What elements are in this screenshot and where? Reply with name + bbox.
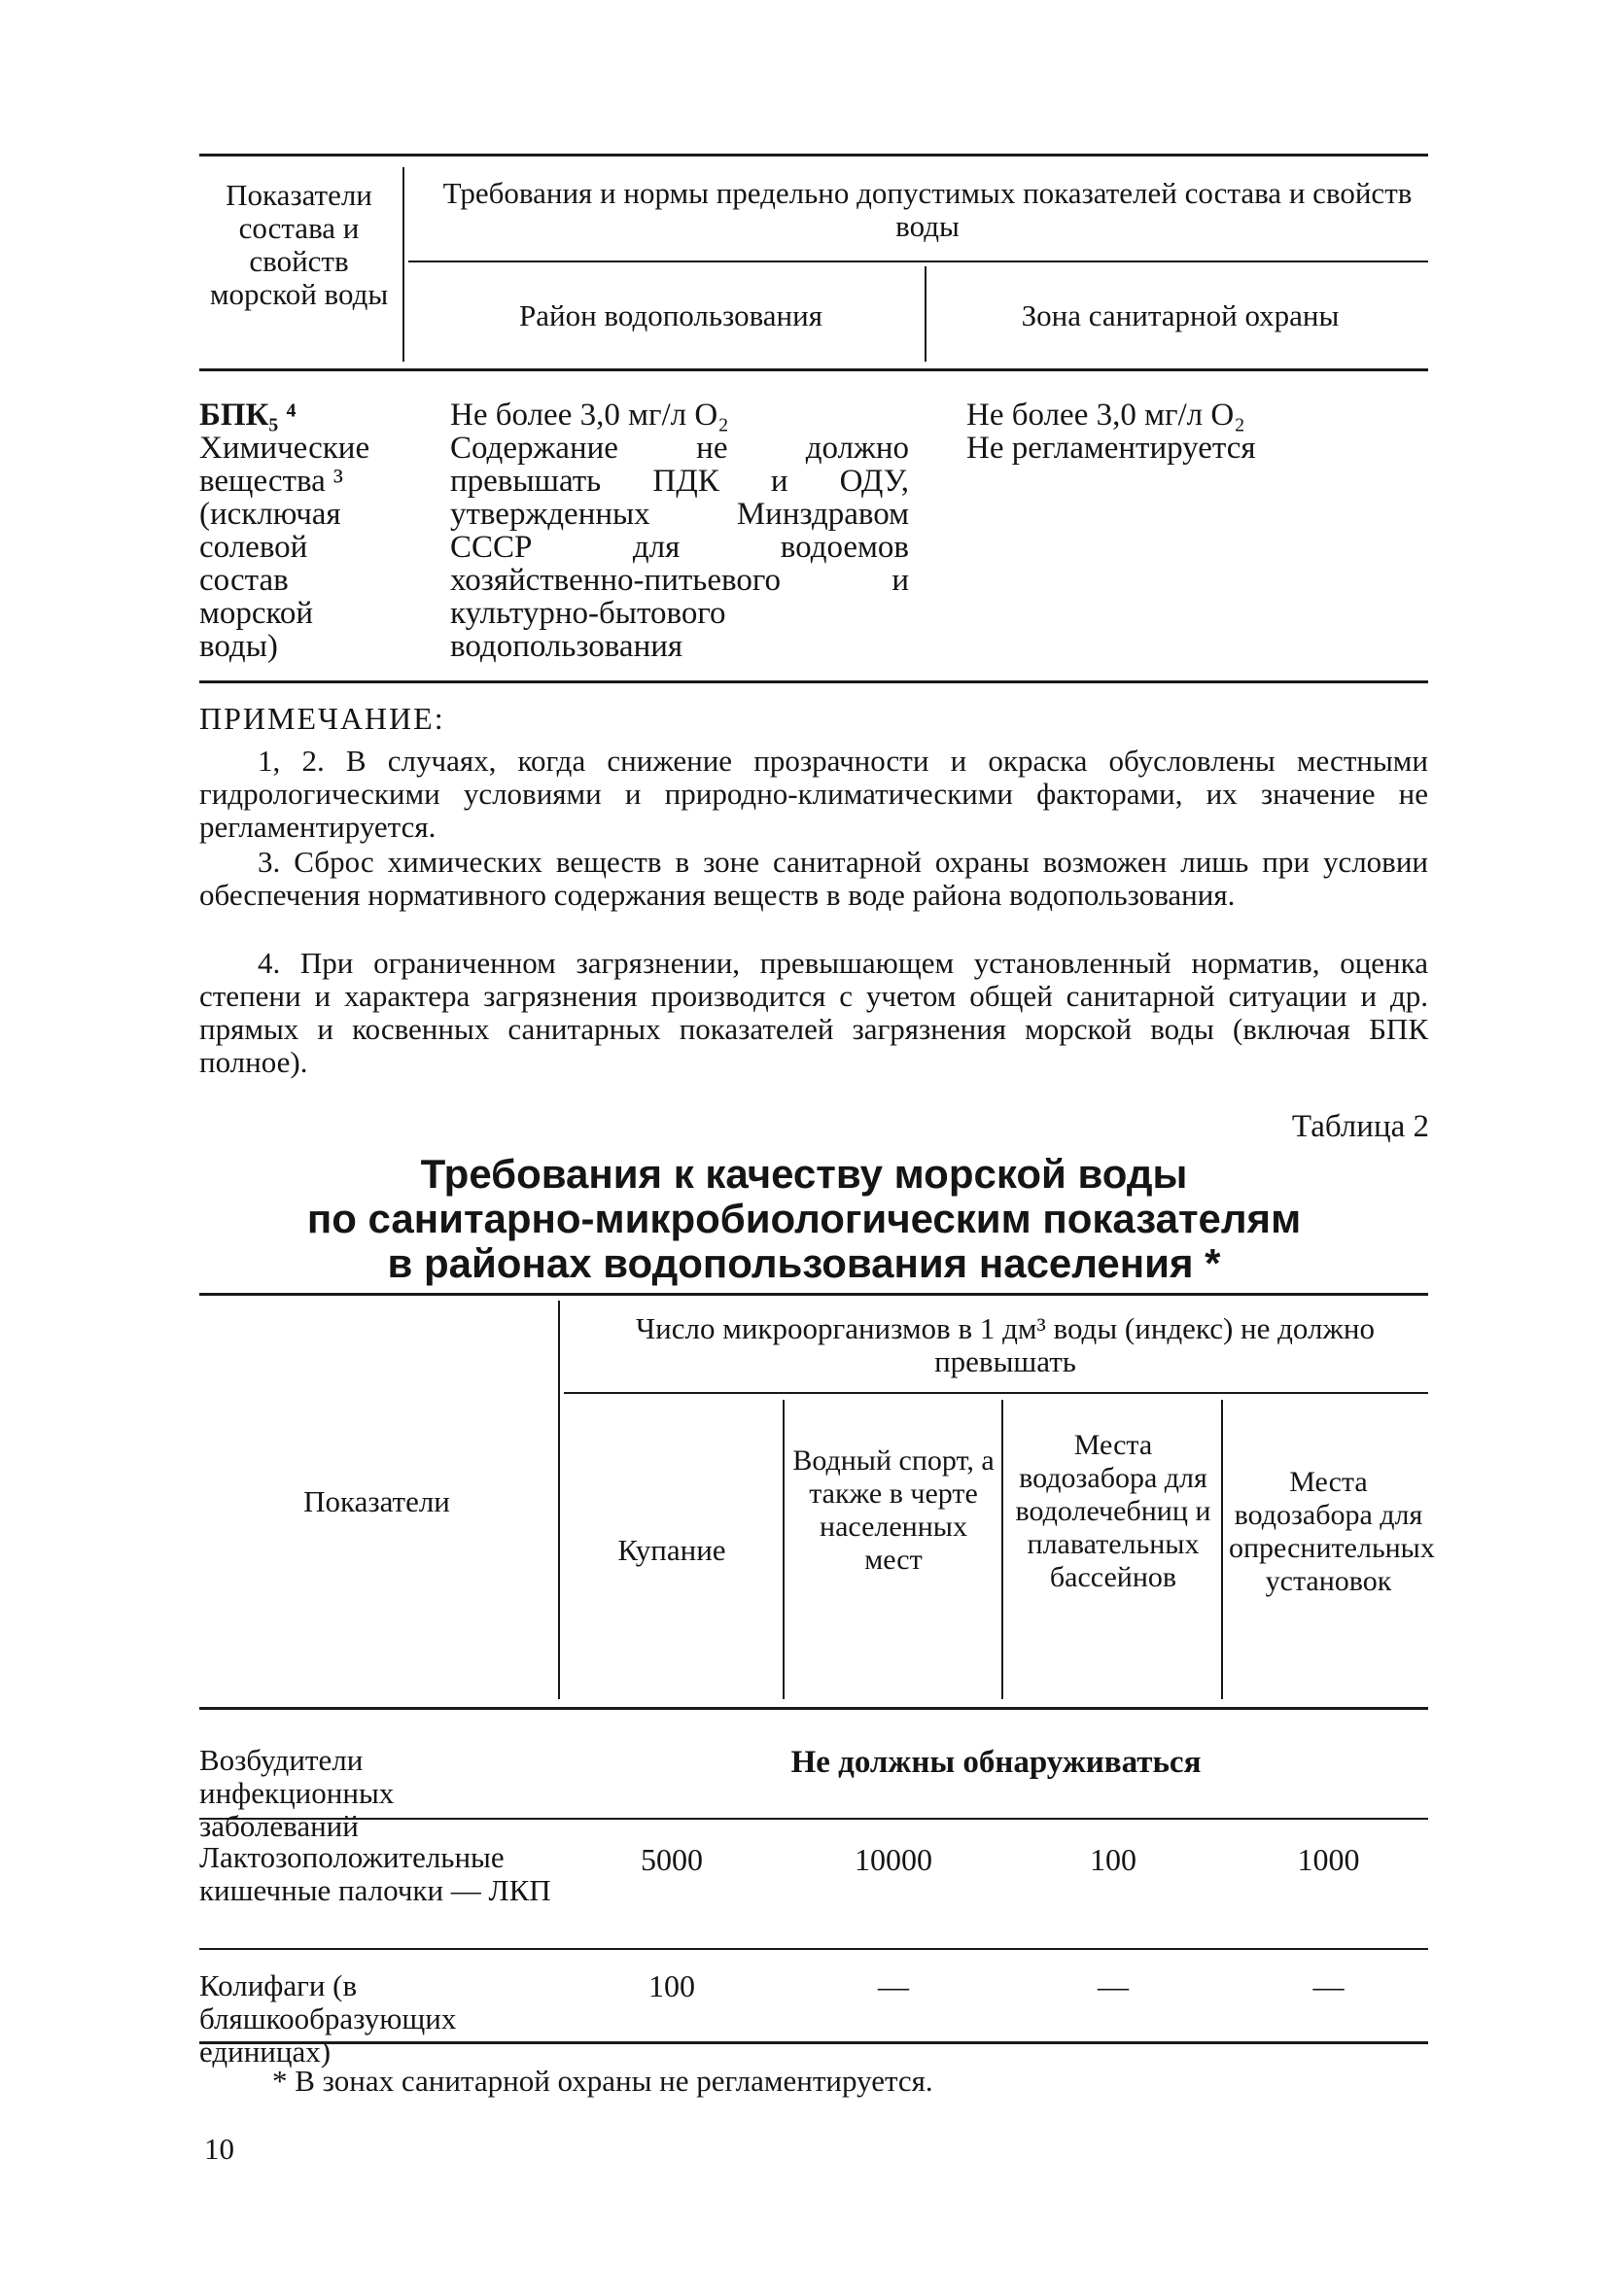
table-1-sub-header-zone: Зона санитарной охраны — [1021, 298, 1340, 332]
table-2-col-divider-2 — [783, 1400, 785, 1699]
table-1-sub-header-area: Район водопользования — [518, 298, 822, 332]
table-1-col1-header: Показатели состава и свойств морской воды — [209, 178, 389, 311]
table-2-row-2-water-sport: 10000 — [855, 1842, 932, 1877]
table-2-row-3-indicator: Колифаги (в бляшкообразующих единицах) — [199, 1968, 457, 2069]
table-2-col-spa-intake: Места водозабора для водолечебниц и плавательных бассейнов — [1015, 1429, 1211, 1593]
table-2-col1-header: Показатели — [303, 1484, 450, 1518]
table-2-title-line-2: по санитарно-микробиологическим показателям — [306, 1196, 1302, 1241]
table-2-row-1-indicator: Возбудители инфекционных заболеваний — [199, 1743, 395, 1843]
page-number: 10 — [204, 2132, 234, 2166]
note-item-1: 1, 2. В случаях, когда снижение прозрачности и окраска обусловлены местными гидрологическими условиями и природно-климатическими факторами, их значение не регламентируется. — [199, 744, 1428, 844]
table-1-col-divider — [402, 167, 404, 362]
table-2-title-line-3: в районах водопользования населения * — [387, 1240, 1221, 1286]
table-2-main-header: Число микроорганизмов в 1 дм³ воды (индекс) не должно превышать — [636, 1311, 1375, 1378]
table-2-row-3-water-sport: — — [878, 1968, 909, 2003]
table-2-col-desalination-intake: Места водозабора для опреснительных установок — [1229, 1466, 1435, 1597]
table-1-top-rule — [199, 154, 1428, 157]
table-1-row-1-indicator: БПК₅ ⁴ — [199, 398, 297, 433]
table-1-bottom-rule — [199, 680, 1428, 683]
table-2-col-divider-1 — [558, 1301, 560, 1699]
table-1-row-1-zone: Не более 3,0 мг/л O₂ — [966, 398, 1245, 433]
footnote: * В зонах санитарной охраны не регламентируется. — [272, 2064, 933, 2098]
table-1-main-header: Требования и нормы предельно допустимых показателей состава и свойств воды — [442, 176, 1413, 243]
table-2-row-2-indicator: Лактозоположительные кишечные палочки — ЛКП — [199, 1840, 551, 1907]
table-2-row-rule-2 — [199, 1948, 1428, 1950]
table-2-row-2-spa-intake: 100 — [1090, 1842, 1136, 1877]
table-1-row-2-zone: Не регламентируется — [966, 431, 1256, 466]
table-1-subcol-divider — [925, 266, 926, 362]
table-2-row-2-bathing: 5000 — [641, 1842, 703, 1877]
table-1-row-2-indicator: Химические вещества ³ (исключая солевой состав морской воды) — [199, 431, 370, 664]
note-item-2: 3. Сброс химических веществ в зоне санитарной охраны возможен лишь при условии обеспечения нормативного содержания веществ в воде района водопользования. — [199, 845, 1428, 912]
table-2-row-2-desalination: 1000 — [1297, 1842, 1360, 1877]
table-2-col-divider-3 — [1001, 1400, 1003, 1699]
table-2-row-3-bathing: 100 — [648, 1968, 695, 2003]
table-1-row-2-area: Содержание не должно превышать ПДК и ОДУ, утвержденных Минздравом СССР для водоемов хозяйственно-питьевого и культурно-бытового водопользования — [450, 431, 909, 664]
table-2-row-1-merged-value: Не должны обнаруживаться — [790, 1745, 1202, 1780]
table-1-row-1-area: Не более 3,0 мг/л O₂ — [450, 398, 729, 433]
table-2-label: Таблица 2 — [1291, 1109, 1429, 1144]
table-1-header-rule — [199, 368, 1428, 371]
table-2-col-water-sport: Водный спорт, а также в черте населенных мест — [792, 1444, 995, 1576]
note-item-3: 4. При ограниченном загрязнении, превышающем установленный норматив, оценка степени и характера загрязнения производится с учетом общей санитарной ситуации и др. прямых и косвенных санитарных показателей загрязнения морской воды (включая БПК полное). — [199, 946, 1428, 1079]
table-2-title-line-1: Требования к качеству морской воды — [420, 1151, 1188, 1197]
table-1-header-divider — [408, 261, 1428, 262]
notes-heading: ПРИМЕЧАНИЕ: — [199, 701, 445, 736]
table-2-header-rule — [199, 1707, 1428, 1710]
table-2-row-3-desalination: — — [1312, 1968, 1345, 2003]
table-2-col-bathing: Купание — [617, 1533, 726, 1567]
table-2-top-rule — [199, 1293, 1428, 1296]
table-2-row-3-spa-intake: — — [1098, 1968, 1129, 2003]
table-2-header-divider — [564, 1392, 1428, 1394]
table-2-col-divider-4 — [1221, 1400, 1223, 1699]
